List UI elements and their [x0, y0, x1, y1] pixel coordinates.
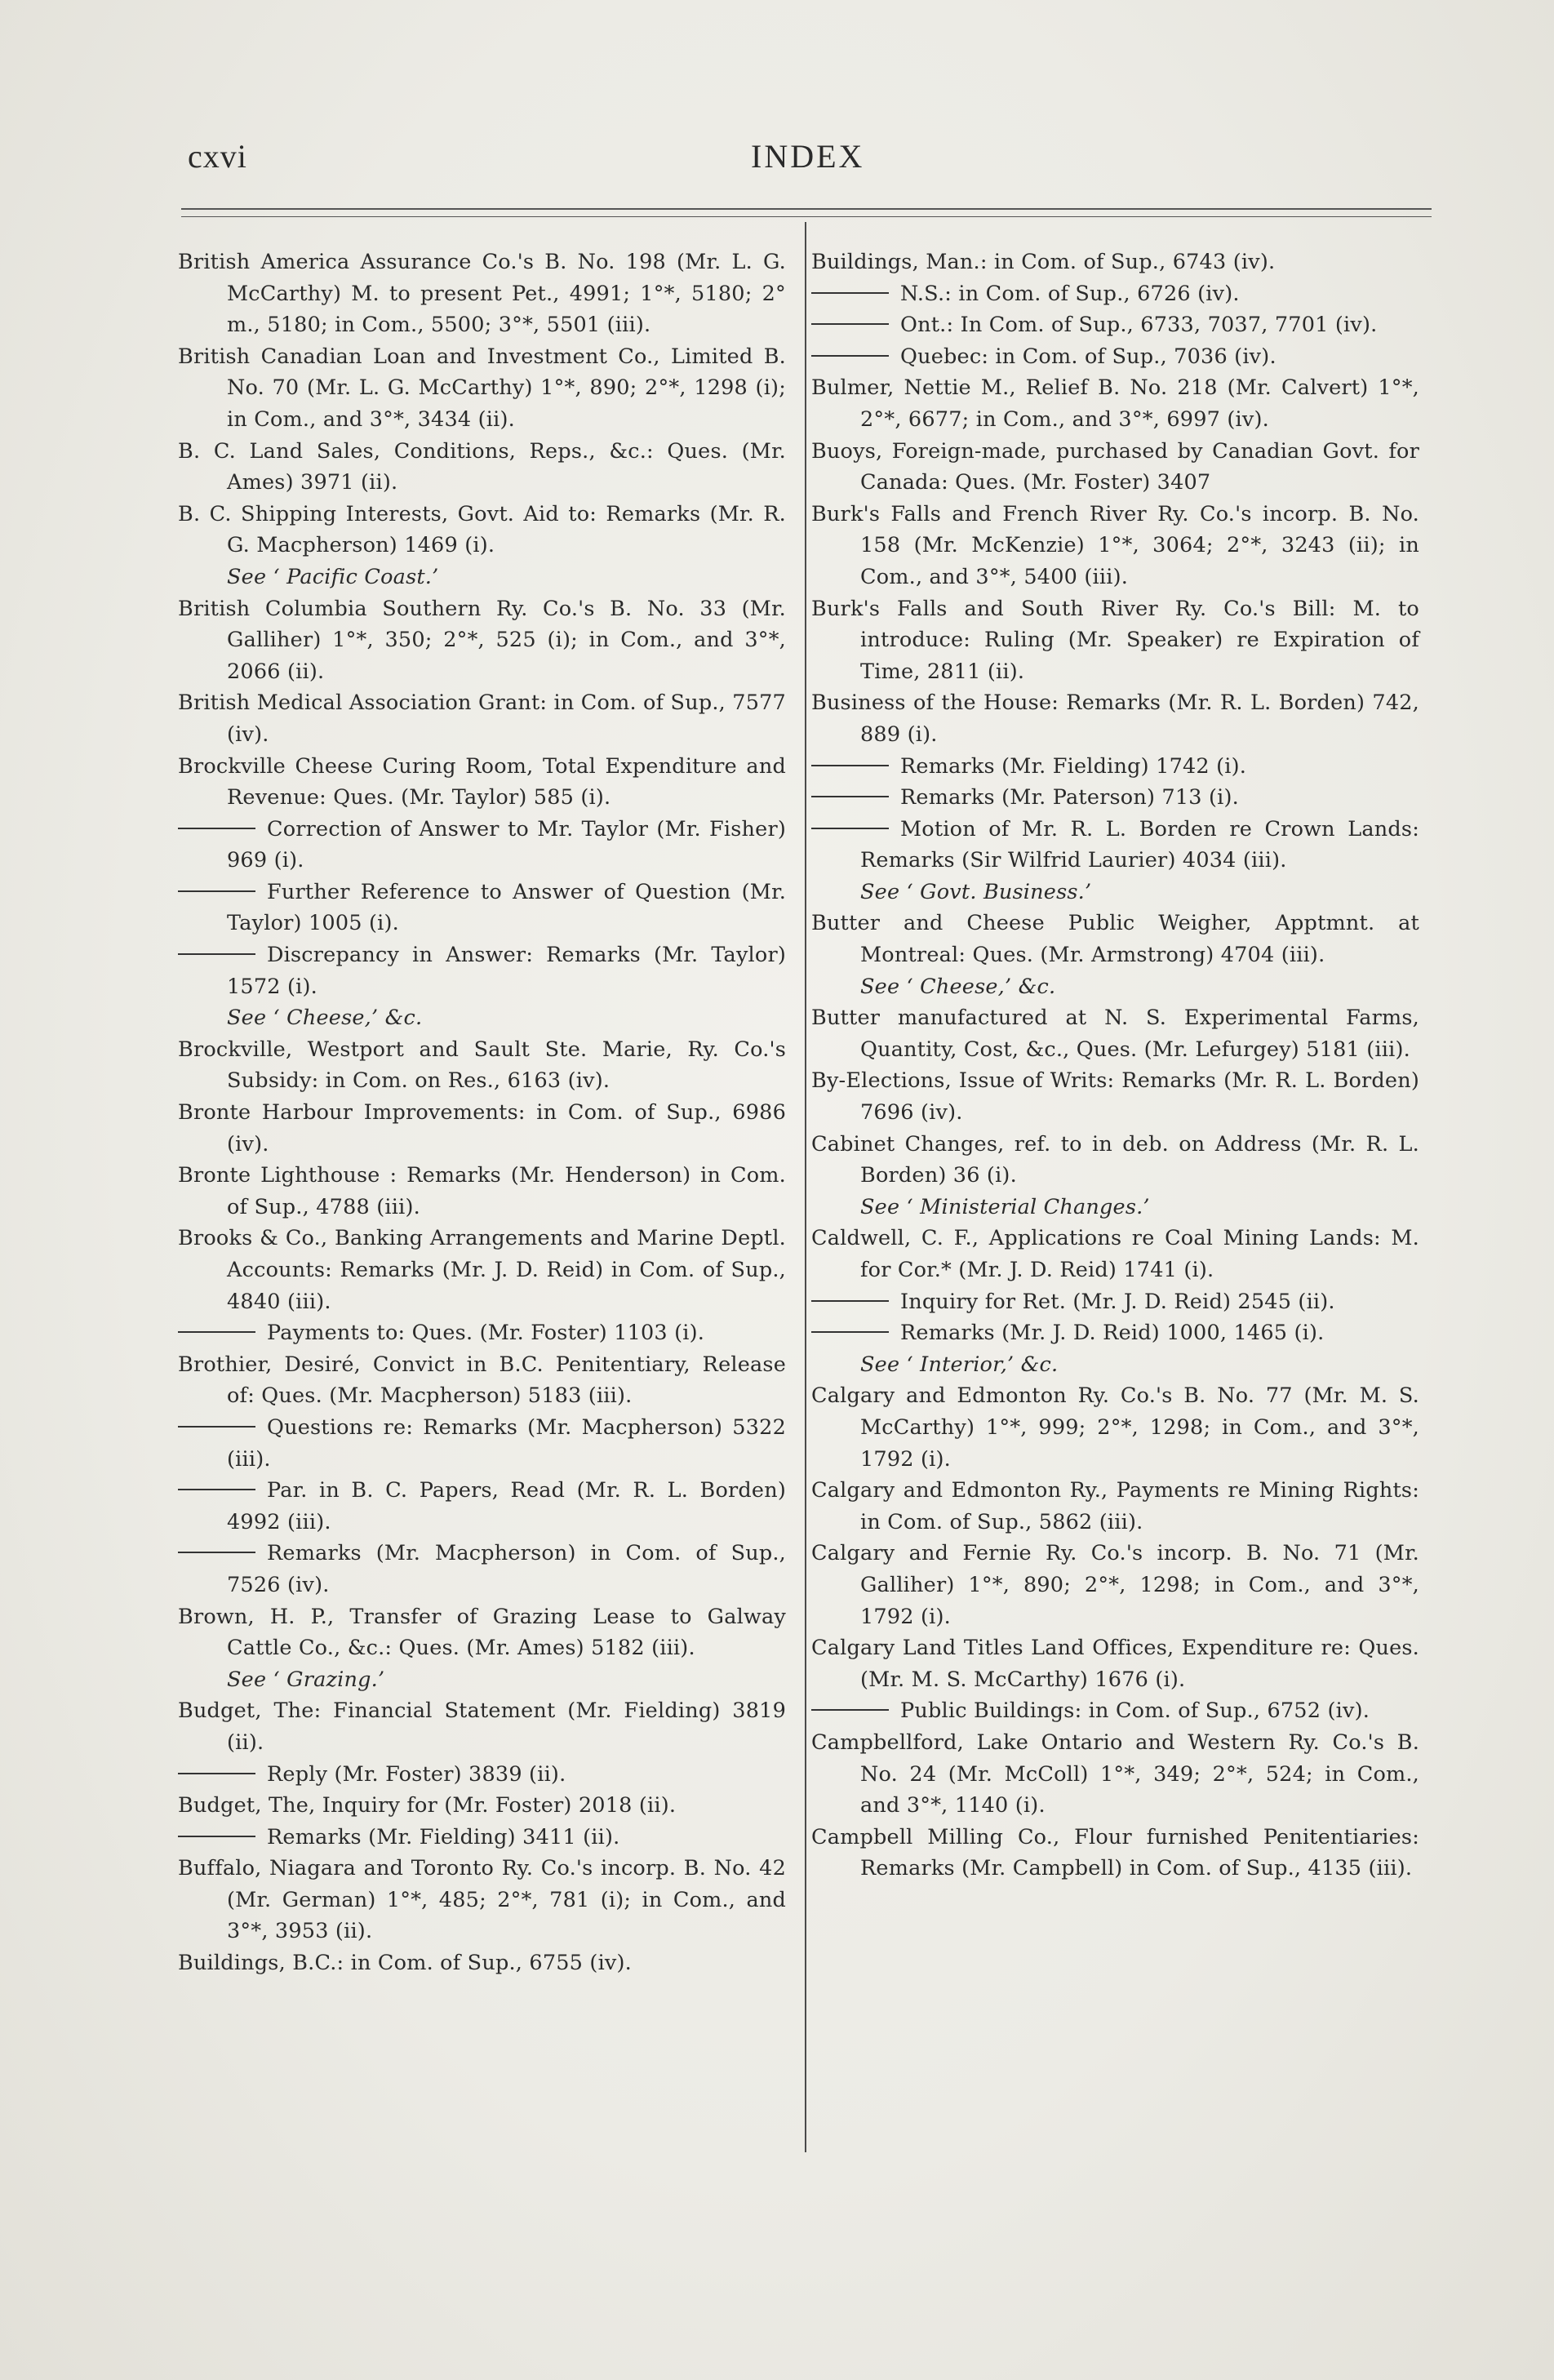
index-entry [178, 1790, 786, 1822]
index-subentry [811, 814, 1419, 877]
ditto-dash [178, 1552, 255, 1553]
entry-text: See ‘ Pacific Coast.’ [227, 564, 439, 589]
index-entry [178, 1160, 786, 1223]
entry-text: Brothier, Desiré, Convict in B.C. Penitentiary, Release of: Ques. (Mr. Macpherson) 5183 (iii). [178, 1352, 786, 1409]
index-subentry [178, 1317, 786, 1349]
index-entry [811, 1380, 1419, 1475]
column-divider [805, 222, 806, 2152]
index-subentry [811, 1695, 1419, 1727]
index-subentry [811, 782, 1419, 814]
index-entry [178, 1695, 786, 1758]
see-reference [811, 971, 1419, 1003]
entry-text: Correction of Answer to Mr. Taylor (Mr. Fisher) 969 (i). [227, 816, 786, 873]
entry-text: Business of the House: Remarks (Mr. R. L. Borden) 742, 889 (i). [811, 690, 1419, 747]
entry-text: Questions re: Remarks (Mr. Macpherson) 5322 (iii). [227, 1414, 786, 1472]
index-entry [811, 246, 1419, 278]
index-entry [811, 1129, 1419, 1192]
ditto-dash [811, 828, 889, 829]
header-rule-thin [181, 216, 1432, 217]
entry-text: Burk's Falls and South River Ry. Co.'s Bill: M. to introduce: Ruling (Mr. Speaker) re Expiration of Time, 2811 (ii). [811, 596, 1419, 684]
index-entry [178, 1349, 786, 1412]
entry-text: Campbellford, Lake Ontario and Western Ry. Co.'s B. No. 24 (Mr. McColl) 1°*, 349; 2°*, 524; in Com., and 3°*, 1140 (i). [811, 1729, 1419, 1818]
ditto-dash [811, 323, 889, 325]
entry-text: British America Assurance Co.'s B. No. 198 (Mr. L. G. McCarthy) M. to present Pet., 4991; 1°*, 5180; 2° m., 5180; in Com., 5500; 3°*, 5501 (iii). [178, 250, 786, 338]
entry-text: Butter manufactured at N. S. Experimental Farms, Quantity, Cost, &c., Ques. (Mr. Lefurgey) 5181 (iii). [811, 1006, 1419, 1062]
index-subentry [811, 1317, 1419, 1349]
index-entry [811, 372, 1419, 435]
right-column [811, 246, 1419, 1885]
index-entry [178, 1223, 786, 1317]
entry-text: Cabinet Changes, ref. to in deb. on Address (Mr. R. L. Borden) 36 (i). [811, 1131, 1419, 1188]
ditto-dash [811, 765, 889, 766]
index-entry [178, 593, 786, 688]
entry-text: Buildings, B.C.: in Com. of Sup., 6755 (iv). [178, 1951, 632, 1976]
entry-text: B. C. Land Sales, Conditions, Reps., &c.: Ques. (Mr. Ames) 3971 (ii). [178, 438, 786, 495]
entry-text: Bulmer, Nettie M., Relief B. No. 218 (Mr. Calvert) 1°*, 2°*, 6677; in Com., and 3°*, 6997 (iv). [811, 375, 1419, 432]
entry-text: See ‘ Interior,’ &c. [860, 1352, 1059, 1377]
entry-text: Inquiry for Ret. (Mr. J. D. Reid) 2545 (ii). [900, 1289, 1335, 1314]
index-entry [178, 499, 786, 562]
index-subentry [178, 814, 786, 877]
index-entry [811, 1538, 1419, 1632]
entry-text: Bronte Lighthouse : Remarks (Mr. Henderson) in Com. of Sup., 4788 (iii). [178, 1163, 786, 1219]
entry-text: Burk's Falls and French River Ry. Co.'s incorp. B. No. 158 (Mr. McKenzie) 1°*, 3064; 2°*, 3243 (ii); in Com., and 3°*, 5400 (iii). [811, 501, 1419, 589]
entry-text: N.S.: in Com. of Sup., 6726 (iv). [900, 281, 1240, 306]
entry-text: Calgary Land Titles Land Offices, Expenditure re: Ques. (Mr. M. S. McCarthy) 1676 (i). [811, 1636, 1419, 1692]
entry-text: Remarks (Mr. Fielding) 1742 (i). [900, 753, 1247, 779]
entry-text: See ‘ Cheese,’ &c. [227, 1006, 423, 1031]
entry-text: Buoys, Foreign-made, purchased by Canadian Govt. for Canada: Ques. (Mr. Foster) 3407 [811, 438, 1419, 495]
entry-text: Quebec: in Com. of Sup., 7036 (iv). [900, 344, 1276, 369]
index-subentry [178, 1759, 786, 1791]
entry-text: Brown, H. P., Transfer of Grazing Lease to Galway Cattle Co., &c.: Ques. (Mr. Ames) 5182 (iii). [178, 1604, 786, 1661]
index-subentry [178, 1538, 786, 1601]
index-entry [811, 1223, 1419, 1285]
index-entry [811, 1002, 1419, 1065]
entry-text: Ont.: In Com. of Sup., 6733, 7037, 7701 (iv). [900, 313, 1378, 338]
ditto-dash [178, 1836, 255, 1837]
see-reference [811, 877, 1419, 908]
entry-text: Caldwell, C. F., Applications re Coal Mining Lands: M. for Cor.* (Mr. J. D. Reid) 1741 (i). [811, 1226, 1419, 1282]
entry-text: See ‘ Cheese,’ &c. [860, 974, 1056, 999]
entry-text: Remarks (Mr. Fielding) 3411 (ii). [267, 1824, 620, 1849]
ditto-dash [178, 1773, 255, 1774]
index-entry [178, 1097, 786, 1160]
ditto-dash [811, 292, 889, 294]
entry-text: British Columbia Southern Ry. Co.'s B. No. 33 (Mr. Galliher) 1°*, 350; 2°*, 525 (i); in Com., and 3°*, 2066 (ii). [178, 596, 786, 684]
ditto-dash [178, 1489, 255, 1490]
index-subentry [178, 939, 786, 1002]
see-reference [811, 1192, 1419, 1223]
entry-text: Brockville Cheese Curing Room, Total Expenditure and Revenue: Ques. (Mr. Taylor) 585 (i). [178, 753, 786, 810]
index-entry [811, 1727, 1419, 1822]
header-rule [181, 208, 1432, 210]
entry-text: Reply (Mr. Foster) 3839 (ii). [267, 1761, 566, 1787]
page-number: cxvi [188, 138, 247, 175]
entry-text: Calgary and Fernie Ry. Co.'s incorp. B. No. 71 (Mr. Galliher) 1°*, 890; 2°*, 1298; in Com., and 3°*, 1792 (i). [811, 1541, 1419, 1629]
index-entry [811, 687, 1419, 750]
index-entry [178, 687, 786, 750]
index-subentry [811, 341, 1419, 373]
index-entry [811, 908, 1419, 970]
ditto-dash [178, 890, 255, 892]
entry-text: Budget, The: Financial Statement (Mr. Fielding) 3819 (ii). [178, 1698, 786, 1755]
entry-text: Butter and Cheese Public Weigher, Apptmnt. at Montreal: Ques. (Mr. Armstrong) 4704 (iii). [811, 911, 1419, 968]
index-subentry [178, 1475, 786, 1538]
index-entry [178, 1853, 786, 1947]
see-reference [178, 1664, 786, 1696]
entry-text: B. C. Shipping Interests, Govt. Aid to: Remarks (Mr. R. G. Macpherson) 1469 (i). [178, 501, 786, 558]
entry-text: See ‘ Ministerial Changes.’ [860, 1194, 1150, 1219]
ditto-dash [811, 1709, 889, 1711]
entry-text: Discrepancy in Answer: Remarks (Mr. Taylor) 1572 (i). [227, 943, 786, 999]
entry-text: Buffalo, Niagara and Toronto Ry. Co.'s incorp. B. No. 42 (Mr. German) 1°*, 485; 2°*, 781 (i); in Com., and 3°*, 3953 (ii). [178, 1856, 786, 1944]
entry-text: Brockville, Westport and Sault Ste. Marie, Ry. Co.'s Subsidy: in Com. on Res., 6163 (iv). [178, 1037, 786, 1094]
index-subentry [178, 1412, 786, 1475]
index-entry [178, 1034, 786, 1097]
index-entry [178, 436, 786, 499]
entry-text: Remarks (Mr. Paterson) 713 (i). [900, 785, 1239, 810]
index-subentry [811, 751, 1419, 783]
index-subentry [178, 1822, 786, 1854]
entry-text: Remarks (Mr. J. D. Reid) 1000, 1465 (i). [900, 1321, 1325, 1346]
index-entry [811, 499, 1419, 593]
index-entry [178, 1601, 786, 1664]
ditto-dash [178, 828, 255, 829]
page-header [188, 137, 1428, 186]
ditto-dash [811, 796, 889, 797]
index-subentry [811, 309, 1419, 341]
entry-text: British Canadian Loan and Investment Co., Limited B. No. 70 (Mr. L. G. McCarthy) 1°*, 890; 2°*, 1298 (i); in Com., and 3°*, 3434 (ii). [178, 344, 786, 432]
index-entry [811, 1822, 1419, 1885]
entry-text: Public Buildings: in Com. of Sup., 6752 (iv). [900, 1698, 1370, 1724]
left-column [178, 246, 786, 1979]
ditto-dash [811, 355, 889, 357]
ditto-dash [178, 1426, 255, 1428]
ditto-dash [178, 1331, 255, 1333]
entry-text: Budget, The, Inquiry for (Mr. Foster) 2018 (ii). [178, 1793, 677, 1818]
running-title: INDEX [751, 138, 865, 175]
entry-text: Remarks (Mr. Macpherson) in Com. of Sup., 7526 (iv). [227, 1541, 786, 1597]
see-reference [811, 1349, 1419, 1381]
entry-text: See ‘ Govt. Business.’ [860, 879, 1092, 904]
entry-text: Bronte Harbour Improvements: in Com. of Sup., 6986 (iv). [178, 1100, 786, 1157]
ditto-dash [178, 953, 255, 955]
index-entry [178, 341, 786, 436]
entry-text: British Medical Association Grant: in Com. of Sup., 7577 (iv). [178, 690, 786, 747]
index-subentry [178, 877, 786, 939]
index-subentry [811, 278, 1419, 310]
see-reference [178, 562, 786, 593]
ditto-dash [811, 1300, 889, 1302]
index-entry [811, 1475, 1419, 1538]
entry-text: Par. in B. C. Papers, Read (Mr. R. L. Borden) 4992 (iii). [227, 1478, 786, 1534]
see-reference [178, 1002, 786, 1034]
entry-text: Motion of Mr. R. L. Borden re Crown Lands: Remarks (Sir Wilfrid Laurier) 4034 (iii). [860, 816, 1419, 873]
index-entry [811, 1632, 1419, 1695]
index-entry [178, 246, 786, 341]
entry-text: Campbell Milling Co., Flour furnished Penitentiaries: Remarks (Mr. Campbell) in Com. of Sup., 4135 (iii). [811, 1824, 1419, 1881]
index-entry [178, 1947, 786, 1979]
entry-text: Calgary and Edmonton Ry., Payments re Mining Rights: in Com. of Sup., 5862 (iii). [811, 1478, 1419, 1534]
index-subentry [811, 1286, 1419, 1318]
index-entry [811, 436, 1419, 499]
index-entry [178, 751, 786, 814]
entry-text: Payments to: Ques. (Mr. Foster) 1103 (i). [267, 1321, 705, 1346]
entry-text: Calgary and Edmonton Ry. Co.'s B. No. 77 (Mr. M. S. McCarthy) 1°*, 999; 2°*, 1298; in Com., and 3°*, 1792 (i). [811, 1383, 1419, 1472]
entry-text: Brooks & Co., Banking Arrangements and Marine Deptl. Accounts: Remarks (Mr. J. D. Reid) in Com. of Sup., 4840 (iii). [178, 1226, 786, 1314]
entry-text: See ‘ Grazing.’ [227, 1667, 385, 1692]
index-entry [811, 593, 1419, 688]
index-entry [811, 1065, 1419, 1128]
entry-text: By-Elections, Issue of Writs: Remarks (Mr. R. L. Borden) 7696 (iv). [811, 1068, 1419, 1126]
entry-text: Buildings, Man.: in Com. of Sup., 6743 (iv). [811, 250, 1276, 274]
ditto-dash [811, 1331, 889, 1333]
entry-text: Further Reference to Answer of Question (Mr. Taylor) 1005 (i). [227, 879, 786, 936]
